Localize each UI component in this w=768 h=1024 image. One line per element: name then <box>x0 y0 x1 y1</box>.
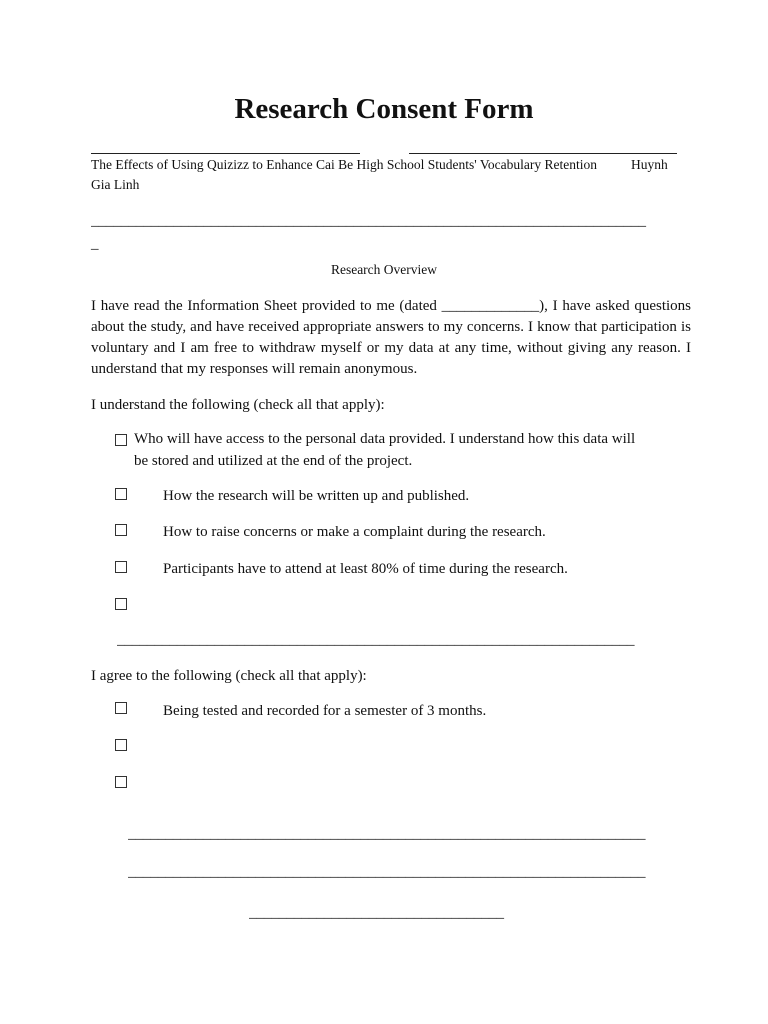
checkbox-access-data[interactable] <box>115 434 127 446</box>
header-rule-right <box>409 153 677 154</box>
item-access-data-line1: Who will have access to the personal data provided. I understand how this data will <box>134 431 636 447</box>
signature-line-3: __________________________________ <box>249 905 504 921</box>
understand-heading: I understand the following (check all that apply): <box>91 397 385 413</box>
checkbox-attendance[interactable] <box>115 561 127 573</box>
checkbox-agree-3[interactable] <box>115 776 127 788</box>
signature-line-2: _____________________________________________________________________ <box>128 864 646 880</box>
item-access-data-line2: be stored and utilized at the end of the project. <box>134 453 413 469</box>
checkbox-agree-2[interactable] <box>115 739 127 751</box>
study-title: The Effects of Using Quizizz to Enhance Cai Be High School Students' Vocabulary Retention <box>91 157 597 172</box>
checkbox-other-understand[interactable] <box>115 598 127 610</box>
item-tested-recorded: Being tested and recorded for a semester of 3 months. <box>163 703 487 719</box>
signature-line-1: _____________________________________________________________________ <box>128 826 646 842</box>
intro-paragraph: I have read the Information Sheet provided to me (dated _____________), I have asked questions about the study, and have received appropriate answers to my concerns. I know that participation is voluntary and I am free to withdraw myself or my data at any time, without giving any reason. I understand that my responses will remain anonymous. <box>91 298 691 377</box>
header-rule-left <box>91 153 360 154</box>
item-attendance: Participants have to attend at least 80% of time during the research. <box>163 561 568 577</box>
page-title: Research Consent Form <box>234 93 534 125</box>
checkbox-raise-concerns[interactable] <box>115 524 127 536</box>
separator-line: __________________________________________________________________________ <box>91 213 646 229</box>
checkbox-written-up[interactable] <box>115 488 127 500</box>
separator-tail: _ <box>91 236 99 252</box>
section-heading: Research Overview <box>330 262 438 277</box>
agree-heading: I agree to the following (check all that apply): <box>91 668 367 684</box>
item-raise-concerns: How to raise concerns or make a complaint during the research. <box>163 524 546 540</box>
researcher-name-second: Gia Linh <box>91 177 140 192</box>
checkbox-tested-recorded[interactable] <box>115 702 127 714</box>
item-written-up: How the research will be written up and published. <box>163 488 470 504</box>
researcher-name-first: Huynh <box>631 157 668 172</box>
understand-blank-line: _____________________________________________________________________ <box>117 632 635 648</box>
